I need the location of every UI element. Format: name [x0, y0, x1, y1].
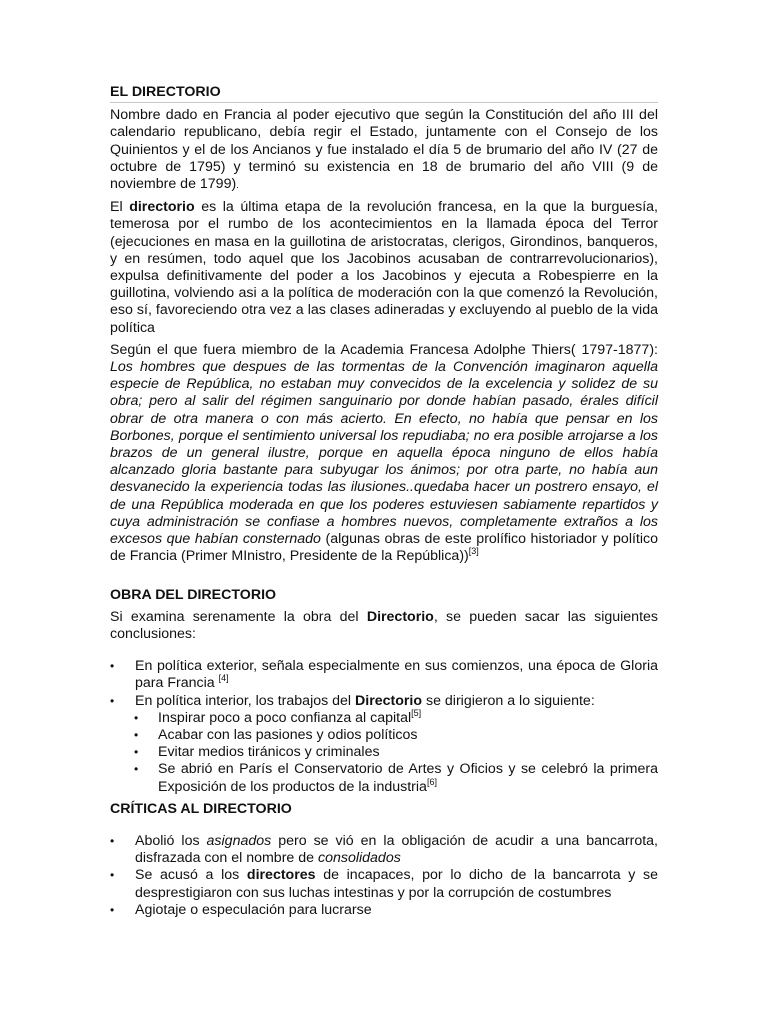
paragraph-overview-bold: directorio [129, 199, 195, 216]
footnote-ref-3[interactable]: [3] [468, 546, 479, 557]
obra-intro-post: , se pueden sacar las siguientes conclusiones: [110, 608, 658, 642]
paragraph-definition-end: . [236, 180, 239, 191]
list-item [110, 902, 658, 919]
paragraph-obra-intro [110, 609, 658, 643]
list-item [134, 761, 658, 795]
sub-item-1-text: Inspirar poco a poco confianza al capital [158, 709, 412, 726]
obra-item-2-post: se dirigieron a lo siguiente: [422, 692, 595, 709]
sub-item-4-text: Se abrió en París el Conservatorio de Artes y Oficios y se celebró la primera Exposición de los productos de la industria [158, 761, 658, 795]
list-item [110, 833, 658, 867]
critica-3-text: Agiotaje o especulación para lucrarse [135, 901, 372, 918]
sub-item-3-text: Evitar medios tiránicos y criminales [158, 744, 380, 761]
criticas-list [110, 833, 658, 919]
critica-2-bold: directores [246, 867, 316, 884]
obra-intro-pre: Si examina serenamente la obra del [110, 608, 367, 625]
obra-intro-bold: Directorio [366, 608, 434, 625]
paragraph-definition [110, 107, 658, 194]
paragraph-overview-post: es la última etapa de la revolución francesa, en la que la burguesía, temerosa por el rumbo de los acontecimientos en la llamada época del Terror (ejecuciones en masa en la guillotina de aristocratas, clerigos, Girondinos, banqueros, y en resúmen, todo aquel que los Jacobinos acusaban de contrarrevolucionarios), expulsa definitivamente del poder a los Jacobinos y ejecuta a Robespierre en la guillotina, volviendo asi a la política de moderación con la que comenzó la Revolución, eso sí, favoreciendo otra vez a las clases adineradas y excluyendo al pueblo de la vida política [110, 199, 658, 336]
section-title-el-directorio: EL DIRECTORIO [110, 84, 658, 103]
obra-item-2-bold: Directorio [355, 692, 423, 709]
critica-1-mid: pero se vió en la obligación de acudir a una bancarrota, disfrazada con el nombre de [135, 832, 659, 867]
quote-italic: Los hombres que despues de las tormentas de la Convención imaginaron aquella especie de República, no estaban muy convecidos de la excelencia y solidez de su obra; pero al salir del régimen sanguinario por donde habían pasado, érales difícil obrar de otra manera o con más acierto. En efecto, no había que pensar en los Borbones, porque el sentimiento universal los repudiaba; no era posible arrojarse a los brazos de un general ilustre, porque en aquella época ninguno de ellos había alcanzado gloria bastante para subyugar los ánimos; por otra parte, no había aun desvanecido la experiencia todas las ilusiones..quedaba hacer un postrero ensayo, el de una República moderada en que los poderes estuviesen sabiamente repartidos y cuya administración se confiase a hombres nuevos, completamente extraños a los excesos que habían consternado [110, 359, 658, 548]
list-item [134, 707, 658, 727]
obra-sublist [134, 707, 658, 796]
list-item [110, 867, 658, 901]
paragraph-thiers-quote [110, 342, 658, 566]
quote-post: (algunas obras de este prolífico historiador y político de Francia (Primer MInistro, Presidente de la República)) [110, 531, 658, 565]
critica-1-italic-1: asignados [206, 832, 272, 849]
section-title-criticas: CRÍTICAS AL DIRECTORIO [110, 800, 292, 817]
footnote-ref-5[interactable]: [5] [411, 707, 422, 718]
paragraph-overview [110, 199, 658, 337]
document-page [110, 84, 658, 919]
critica-2-pre: Se acusó a los [135, 867, 247, 884]
critica-1-italic-2: consolidados [317, 850, 401, 867]
critica-1-pre: Abolió los [135, 832, 207, 849]
list-item [110, 658, 658, 692]
critica-2-post: de incapaces, por lo dicho de la bancarrota y se desprestigiaron con sus luchas intestinas y por la corrupción de costumbres [135, 867, 659, 901]
obra-list [110, 658, 658, 710]
obra-item-2-pre: En política interior, los trabajos del [135, 692, 356, 709]
list-item [134, 727, 658, 744]
paragraph-overview-pre: El [110, 199, 130, 216]
footnote-ref-6[interactable]: [6] [426, 776, 437, 787]
obra-item-1-text: En política exterior, señala especialmente en sus comienzos, una época de Gloria para Francia [135, 658, 658, 692]
section-title-obra: OBRA DEL DIRECTORIO [110, 587, 277, 604]
list-item [134, 744, 658, 761]
quote-intro: Según el que fuera miembro de la Academia Francesa Adolphe Thiers( 1797-1877): [110, 341, 658, 358]
sub-item-2-text: Acabar con las pasiones y odios políticos [158, 726, 418, 743]
footnote-ref-4[interactable]: [4] [218, 673, 229, 684]
paragraph-definition-text: Nombre dado en Francia al poder ejecutivo que según la Constitución del año III del calendario republicano, debía regir el Estado, juntamente con el Consejo de los Quinientos y el de los Ancianos y fue instalado el día 5 de brumario del año IV (27 de octubre de 1795) y terminó su existencia en 18 de brumario del año VIII (9 de noviembre de 1799) [110, 107, 658, 193]
list-item [110, 693, 658, 710]
